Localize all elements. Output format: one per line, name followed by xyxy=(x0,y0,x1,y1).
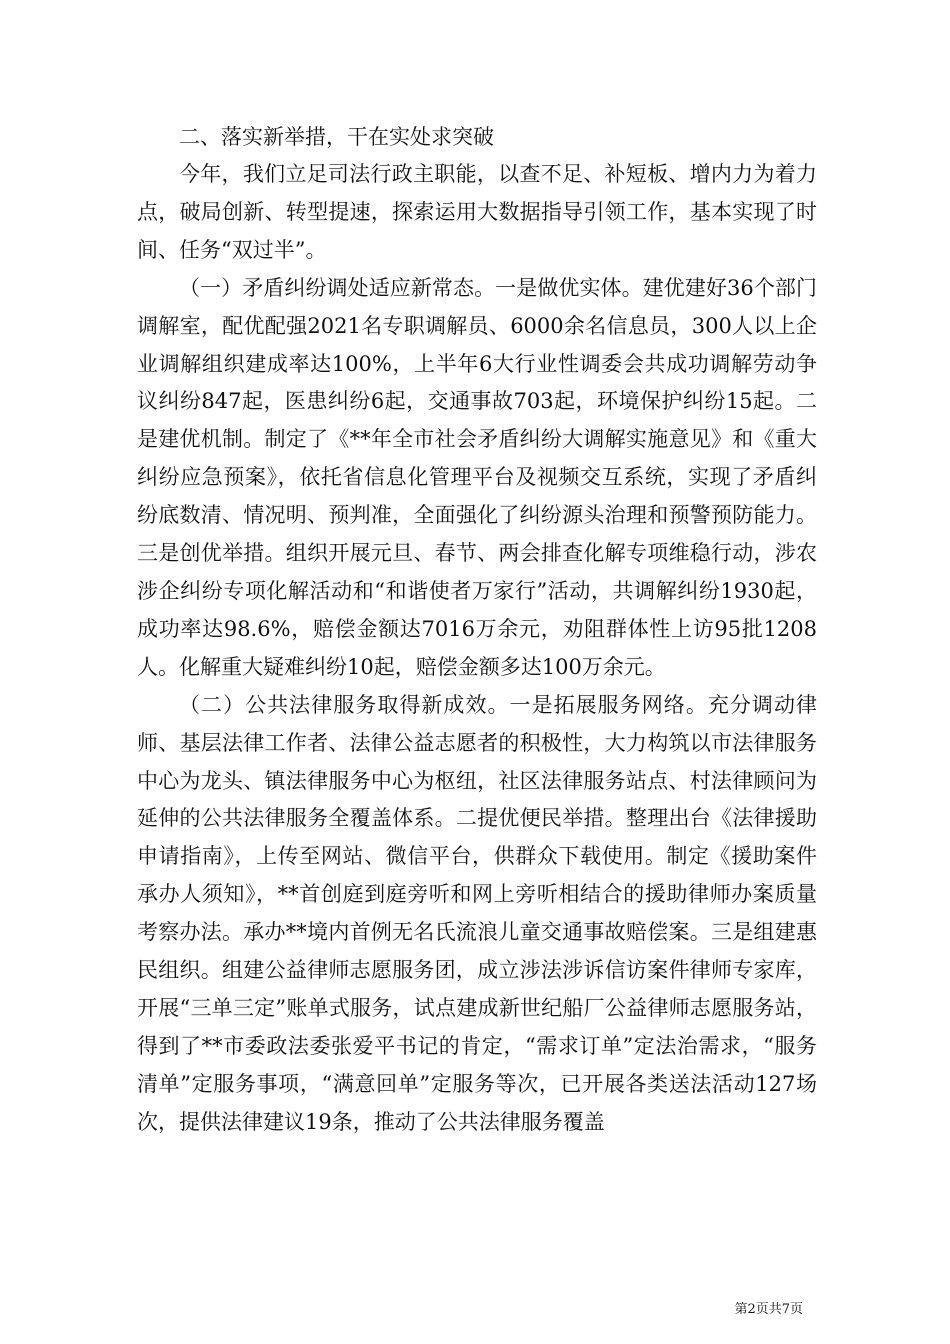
paragraph-intro: 今年，我们立足司法行政主职能，以查不足、补短板、增内力为着力点，破局创新、转型提速，探索运用大数据指导引领工作，基本实现了时间、任务“双过半”。 xyxy=(137,162,817,262)
document-body xyxy=(137,118,817,1142)
section-heading: 二、落实新举措，干在实处求突破 xyxy=(179,125,494,149)
paragraph-legal-services: （二）公共法律服务取得新成效。一是拓展服务网络。充分调动律师、基层法律工作者、法律公益志愿者的积极性，大力构筑以市法律服务中心为龙头、镇法律服务中心为枢纽，社区法律服务站点、村法律顾问为延伸的公共法律服务全覆盖体系。二提优便民举措。整理出台《法律援助申请指南》，上传至网站、微信平台，供群众下载使用。制定《援助案件承办人须知》，**首创庭到庭旁听和网上旁听相结合的援助律师办案质量考察办法。承办**境内首例无名氏流浪儿童交通事故赔偿案。三是组建惠民组织。组建公益律师志愿服务团，成立涉法涉诉信访案件律师专家库，开展“三单三定”账单式服务，试点建成新世纪船厂公益律师志愿服务站，得到了**市委政法委张爱平书记的肯定，“需求订单”定法治需求，“服务清单”定服务事项，“满意回单”定服务等次，已开展各类送法活动127场次，提供法律建议19条，推动了公共法律服务覆盖 xyxy=(137,692,817,1134)
page-number-footer: 第2页共7页 xyxy=(734,1302,803,1317)
paragraph-dispute-mediation: （一）矛盾纠纷调处适应新常态。一是做优实体。建优建好36个部门调解室，配优配强2021名专职调解员、6000余名信息员，300人以上企业调解组织建成率达100%，上半年6大行业性调委会共成功调解劳动争议纠纷847起，医患纠纷6起，交通事故703起，环境保护纠纷15起。二是建优机制。制定了《**年全市社会矛盾纠纷大调解实施意见》和《重大纠纷应急预案》，依托省信息化管理平台及视频交互系统，实现了矛盾纠纷底数清、情况明、预判准，全面强化了纠纷源头治理和预警预防能力。三是创优举措。组织开展元旦、春节、两会排查化解专项维稳行动，涉农涉企纠纷专项化解活动和“和谐使者万家行”活动，共调解纠纷1930起，成功率达98.6%，赔偿金额达7016万余元，劝阻群体性上访95批1208人。化解重大疑难纠纷10起，赔偿金额多达100万余元。 xyxy=(137,275,817,679)
